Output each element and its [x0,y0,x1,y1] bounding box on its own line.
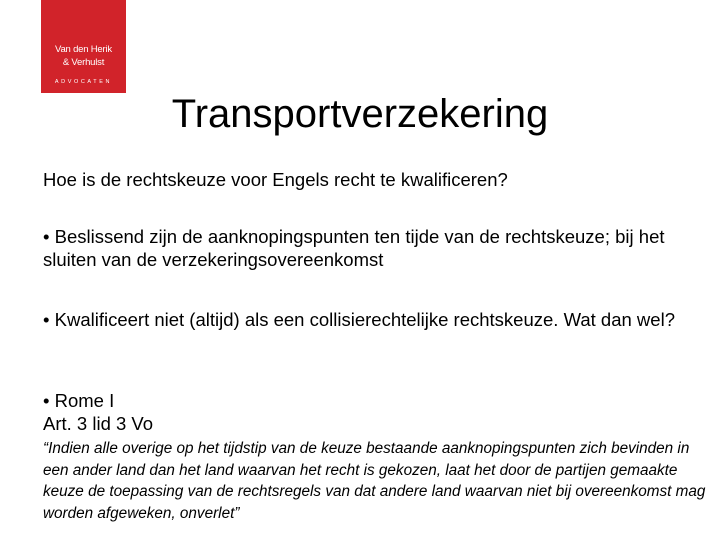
logo-name-line2: & Verhulst [62,57,105,68]
bullet-item-3: • Rome I [43,390,115,411]
logo-tagline: ADVOCATEN [54,79,113,85]
bullet-item-2: • Kwalificeert niet (altijd) als een collisierechtelijke rechtskeuze. Wat dan wel? [43,309,675,330]
company-logo [41,0,126,93]
logo-name-line1: Van den Herik [55,44,112,55]
article-reference: Art. 3 lid 3 Vo [43,413,154,434]
question-text: Hoe is de rechtskeuze voor Engels recht te kwalificeren? [43,169,508,190]
bullet-item-1: • Beslissend zijn de aanknopingspunten ten tijde van de rechtskeuze; bij het sluiten van de verzekeringsovereenkomst [43,226,665,270]
quote-text: “Indien alle overige op het tijdstip van de keuze bestaande aanknopingspunten zich bevinden in een ander land dan het land waarvan het recht is gekozen, laat het door de partijen gemaakte keuze de toepassing van de rechtsregels van dat andere land waarvan niet bij overeenkomst mag worden afgeweken, onverlet” [43,440,706,522]
slide-title: Transportverzekering [171,92,549,136]
